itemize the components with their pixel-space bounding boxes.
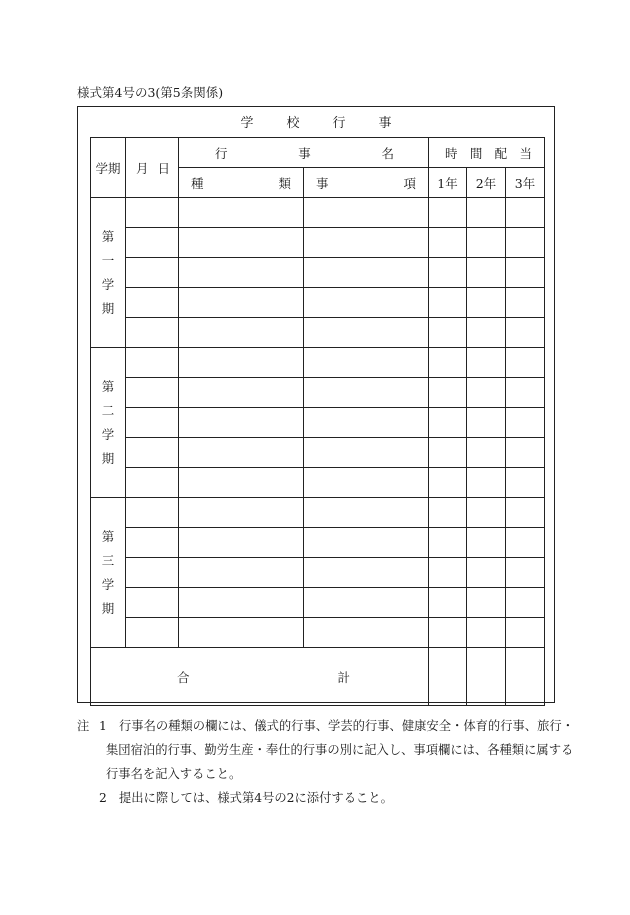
table-row — [91, 378, 545, 408]
grade-1-cell[interactable] — [429, 468, 467, 498]
term-char: 一 — [101, 252, 115, 268]
item-cell[interactable] — [304, 438, 429, 468]
grade-3-header: 3年 — [506, 168, 545, 198]
grade-1-cell[interactable] — [429, 588, 467, 618]
month-day-cell[interactable] — [126, 558, 179, 588]
month-day-cell[interactable] — [126, 588, 179, 618]
table-row — [91, 498, 545, 528]
grade-3-cell[interactable] — [506, 348, 545, 378]
grade-3-total-cell[interactable] — [506, 648, 545, 706]
type-cell[interactable] — [179, 498, 304, 528]
term-header: 学期 — [91, 138, 126, 198]
grade-3-cell[interactable] — [506, 618, 545, 648]
grade-2-cell[interactable] — [467, 348, 506, 378]
item-cell[interactable] — [304, 378, 429, 408]
grade-3-cell[interactable] — [506, 468, 545, 498]
time-alloc-char: 当 — [519, 145, 533, 161]
type-cell[interactable] — [179, 318, 304, 348]
form-label: 様式第4号の3(第5条関係) — [77, 85, 224, 100]
grade-2-cell[interactable] — [467, 588, 506, 618]
item-cell[interactable] — [304, 558, 429, 588]
item-cell[interactable] — [304, 228, 429, 258]
type-cell[interactable] — [179, 618, 304, 648]
table-row — [91, 318, 545, 348]
total-row — [91, 648, 545, 706]
title-char: 行 — [332, 116, 346, 131]
total-char: 計 — [337, 669, 351, 685]
term-char: 学 — [101, 576, 115, 592]
grade-3-cell[interactable] — [506, 258, 545, 288]
month-day-header — [126, 138, 179, 198]
grade-1-cell[interactable] — [429, 318, 467, 348]
month-day-cell[interactable] — [126, 498, 179, 528]
type-cell[interactable] — [179, 408, 304, 438]
grade-1-header: 1年 — [429, 168, 467, 198]
item-cell[interactable] — [304, 528, 429, 558]
note-text: 提出に際しては、様式第4号の2に添付すること。 — [119, 791, 393, 805]
month-day-cell[interactable] — [126, 318, 179, 348]
grade-1-cell[interactable] — [429, 408, 467, 438]
time-allocation-header — [429, 138, 545, 168]
type-char: 類 — [278, 175, 291, 191]
term-char: 期 — [101, 450, 115, 466]
item-cell[interactable] — [304, 618, 429, 648]
grade-1-cell[interactable] — [429, 618, 467, 648]
grade-3-cell[interactable] — [506, 318, 545, 348]
grade-3-cell[interactable] — [506, 528, 545, 558]
table-row — [91, 618, 545, 648]
grade-1-cell[interactable] — [429, 258, 467, 288]
month-label: 月 — [136, 160, 149, 176]
table-row — [91, 228, 545, 258]
month-day-cell[interactable] — [126, 378, 179, 408]
item-cell[interactable] — [304, 258, 429, 288]
term-char: 第 — [101, 378, 115, 394]
grade-2-cell[interactable] — [467, 288, 506, 318]
time-alloc-char: 時 — [445, 145, 458, 161]
type-header — [179, 168, 304, 198]
grade-3-cell[interactable] — [506, 198, 545, 228]
table-row — [91, 588, 545, 618]
table-row — [91, 408, 545, 438]
item-cell[interactable] — [304, 408, 429, 438]
term-char: 期 — [101, 300, 115, 316]
month-day-cell[interactable] — [126, 438, 179, 468]
grade-2-cell[interactable] — [467, 618, 506, 648]
month-day-cell[interactable] — [126, 618, 179, 648]
grade-3-cell[interactable] — [506, 408, 545, 438]
item-cell[interactable] — [304, 318, 429, 348]
item-header — [304, 168, 429, 198]
event-name-char: 名 — [381, 145, 395, 161]
note-item-1 — [77, 714, 577, 738]
type-cell[interactable] — [179, 378, 304, 408]
item-char: 事 — [316, 175, 329, 191]
type-cell[interactable] — [179, 468, 304, 498]
term-1-label — [91, 198, 126, 348]
grade-1-cell[interactable] — [429, 378, 467, 408]
grade-2-total-cell[interactable] — [467, 648, 506, 706]
grade-3-cell[interactable] — [506, 438, 545, 468]
month-day-cell[interactable] — [126, 288, 179, 318]
table-row — [91, 528, 545, 558]
grade-2-cell[interactable] — [467, 408, 506, 438]
grade-2-cell[interactable] — [467, 378, 506, 408]
month-day-cell[interactable] — [126, 348, 179, 378]
grade-2-cell[interactable] — [467, 528, 506, 558]
table-row — [91, 288, 545, 318]
total-label — [91, 648, 429, 706]
grade-2-cell[interactable] — [467, 558, 506, 588]
grade-1-cell[interactable] — [429, 198, 467, 228]
note-number: 1 — [99, 719, 107, 733]
grade-2-cell[interactable] — [467, 438, 506, 468]
grade-1-cell[interactable] — [429, 348, 467, 378]
grade-1-cell[interactable] — [429, 228, 467, 258]
grade-1-cell[interactable] — [429, 438, 467, 468]
type-cell[interactable] — [179, 528, 304, 558]
type-cell[interactable] — [179, 258, 304, 288]
event-name-char: 行 — [215, 145, 228, 161]
type-cell[interactable] — [179, 228, 304, 258]
notes — [77, 714, 577, 810]
grade-3-cell[interactable] — [506, 588, 545, 618]
term-char: 学 — [101, 276, 115, 292]
table-row — [91, 348, 545, 378]
item-cell[interactable] — [304, 498, 429, 528]
term-char: 三 — [101, 552, 115, 568]
grade-2-cell[interactable] — [467, 468, 506, 498]
day-label: 日 — [157, 160, 170, 176]
title-char: 事 — [378, 116, 392, 131]
type-cell[interactable] — [179, 348, 304, 378]
title-char: 校 — [286, 116, 300, 131]
type-char: 種 — [191, 175, 204, 191]
table-row — [91, 558, 545, 588]
header-row-1 — [91, 138, 545, 168]
grade-1-cell[interactable] — [429, 288, 467, 318]
table-row — [91, 258, 545, 288]
item-cell[interactable] — [304, 468, 429, 498]
note-number: 2 — [99, 791, 107, 805]
month-day-cell[interactable] — [126, 228, 179, 258]
grade-1-cell[interactable] — [429, 558, 467, 588]
table-row — [91, 468, 545, 498]
term-char: 第 — [101, 228, 115, 244]
time-alloc-char: 間 — [469, 145, 483, 161]
note-text: 集団宿泊的行事、勤労生産・奉仕的行事の別に記入し、事項欄には、各種類に属する — [106, 743, 574, 757]
grade-2-cell[interactable] — [467, 228, 506, 258]
grade-2-cell[interactable] — [467, 318, 506, 348]
grade-3-cell[interactable] — [506, 288, 545, 318]
title-char: 学 — [240, 116, 254, 131]
table-row — [91, 198, 545, 228]
grade-2-cell[interactable] — [467, 498, 506, 528]
item-cell[interactable] — [304, 588, 429, 618]
grade-2-cell[interactable] — [467, 198, 506, 228]
note-text: 行事名の種類の欄には、儀式的行事、学芸的行事、健康安全・体育的行事、旅行・ — [119, 719, 574, 733]
month-day-cell[interactable] — [126, 528, 179, 558]
term-3-label — [91, 498, 126, 648]
table-row — [91, 438, 545, 468]
note-text: 行事名を記入すること。 — [106, 767, 242, 781]
grade-2-cell[interactable] — [467, 258, 506, 288]
term-char: 二 — [101, 402, 115, 418]
type-cell[interactable] — [179, 438, 304, 468]
type-cell[interactable] — [179, 288, 304, 318]
term-char: 学 — [101, 426, 115, 442]
grade-1-total-cell[interactable] — [429, 648, 467, 706]
school-events-table — [90, 137, 545, 706]
month-day-cell[interactable] — [126, 198, 179, 228]
event-name-header — [179, 138, 429, 168]
grade-3-cell[interactable] — [506, 228, 545, 258]
note-mark: 注 — [77, 719, 90, 733]
note-item-2 — [77, 786, 577, 810]
month-day-cell[interactable] — [126, 408, 179, 438]
grade-1-cell[interactable] — [429, 528, 467, 558]
term-2-label — [91, 348, 126, 498]
grade-3-cell[interactable] — [506, 498, 545, 528]
type-cell[interactable] — [179, 198, 304, 228]
month-day-cell[interactable] — [126, 258, 179, 288]
time-alloc-char: 配 — [494, 145, 508, 161]
grade-3-cell[interactable] — [506, 378, 545, 408]
item-char: 項 — [403, 175, 417, 191]
grade-2-header: 2年 — [467, 168, 506, 198]
item-cell[interactable] — [304, 348, 429, 378]
term-char: 第 — [101, 528, 115, 544]
grade-3-cell[interactable] — [506, 558, 545, 588]
term-char: 期 — [101, 600, 115, 616]
event-name-char: 事 — [298, 145, 311, 161]
item-cell[interactable] — [304, 198, 429, 228]
item-cell[interactable] — [304, 288, 429, 318]
total-char: 合 — [177, 669, 190, 685]
type-cell[interactable] — [179, 558, 304, 588]
month-day-cell[interactable] — [126, 468, 179, 498]
grade-1-cell[interactable] — [429, 498, 467, 528]
type-cell[interactable] — [179, 588, 304, 618]
table-title — [77, 112, 555, 131]
